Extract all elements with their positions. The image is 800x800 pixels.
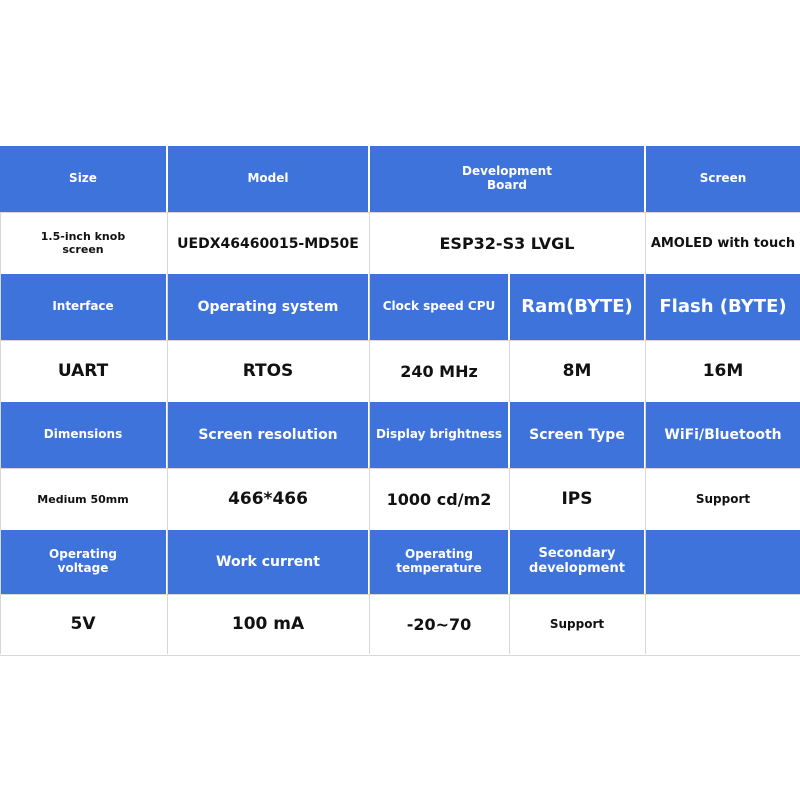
header-model: Model bbox=[168, 146, 368, 212]
value-screen: AMOLED with touch bbox=[646, 213, 800, 275]
header-screen-type: Screen Type bbox=[510, 402, 644, 468]
grid-line bbox=[509, 340, 510, 402]
value-operating-system: RTOS bbox=[168, 341, 368, 403]
header-secondary-development: Secondary development bbox=[510, 530, 644, 594]
value-operating-voltage: 5V bbox=[0, 595, 166, 655]
header-operating-system: Operating system bbox=[168, 274, 368, 340]
header-screen-resolution: Screen resolution bbox=[168, 402, 368, 468]
header-empty bbox=[646, 530, 800, 594]
header-work-current: Work current bbox=[168, 530, 368, 594]
value-size: 1.5-inch knob screen bbox=[0, 213, 166, 275]
value-clock-speed-cpu: 240 MHz bbox=[370, 341, 508, 403]
value-model: UEDX46460015-MD50E bbox=[168, 213, 368, 275]
spec-header-row bbox=[0, 530, 800, 594]
spec-header-row bbox=[0, 274, 800, 340]
spec-table bbox=[0, 146, 800, 654]
value-operating-temperature: -20~70 bbox=[370, 595, 508, 655]
grid-line bbox=[369, 212, 370, 654]
grid-line bbox=[509, 468, 510, 530]
spec-value-row bbox=[0, 594, 800, 656]
header-clock-speed-cpu: Clock speed CPU bbox=[370, 274, 508, 340]
spec-value-row bbox=[0, 468, 800, 532]
value-work-current: 100 mA bbox=[168, 595, 368, 655]
value-empty bbox=[646, 595, 800, 655]
spec-value-row bbox=[0, 340, 800, 404]
spec-value-row bbox=[0, 212, 800, 276]
value-development-board: ESP32-S3 LVGL bbox=[370, 213, 644, 275]
header-wifi-bluetooth: WiFi/Bluetooth bbox=[646, 402, 800, 468]
value-interface: UART bbox=[0, 341, 166, 403]
header-size: Size bbox=[0, 146, 166, 212]
grid-line bbox=[509, 594, 510, 654]
value-screen-resolution: 466*466 bbox=[168, 469, 368, 531]
header-ram: Ram(BYTE) bbox=[510, 274, 644, 340]
header-development-board: Development Board bbox=[370, 146, 644, 212]
value-screen-type: IPS bbox=[510, 469, 644, 531]
header-flash: Flash (BYTE) bbox=[646, 274, 800, 340]
value-dimensions: Medium 50mm bbox=[0, 469, 166, 531]
header-display-brightness: Display brightness bbox=[370, 402, 508, 468]
header-screen: Screen bbox=[646, 146, 800, 212]
value-flash: 16M bbox=[646, 341, 800, 403]
value-ram: 8M bbox=[510, 341, 644, 403]
grid-line bbox=[645, 212, 646, 654]
value-secondary-development: Support bbox=[510, 595, 644, 655]
value-wifi-bluetooth: Support bbox=[646, 469, 800, 531]
header-interface: Interface bbox=[0, 274, 166, 340]
grid-line bbox=[0, 212, 1, 654]
header-operating-temperature: Operating temperature bbox=[370, 530, 508, 594]
header-dimensions: Dimensions bbox=[0, 402, 166, 468]
header-operating-voltage: Operating voltage bbox=[0, 530, 166, 594]
grid-line bbox=[167, 212, 168, 654]
spec-header-row bbox=[0, 146, 800, 212]
value-display-brightness: 1000 cd/m2 bbox=[370, 469, 508, 531]
spec-header-row bbox=[0, 402, 800, 468]
